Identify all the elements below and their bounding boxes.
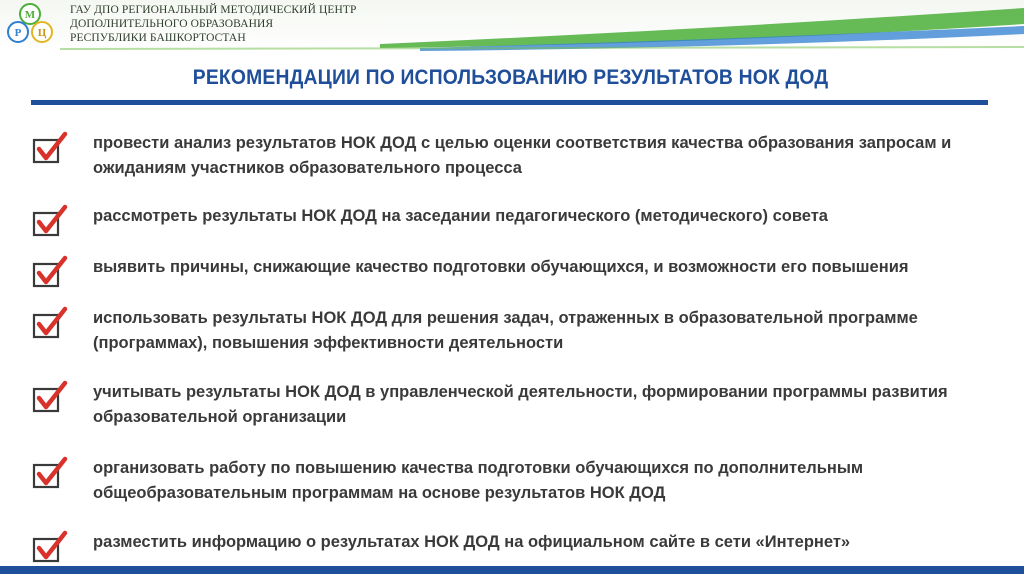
rmc-logo-icon	[4, 2, 56, 48]
page-title: РЕКОМЕНДАЦИИ ПО ИСПОЛЬЗОВАНИЮ РЕЗУЛЬТАТОВ НОК ДОД	[192, 66, 829, 89]
list-item-text: организовать работу по повышению качества подготовки обучающихся по дополнительным общеобразовательным программам на основе результатов НОК ДОД	[93, 459, 864, 502]
checkbox-checked-icon	[30, 456, 70, 490]
organization-name	[70, 3, 357, 45]
org-line-3: РЕСПУБЛИКИ БАШКОРТОСТАН	[70, 32, 246, 44]
list-item-text: разместить информацию о результатах НОК ДОД на официальном сайте в сети «Интернет»	[93, 533, 851, 551]
logo-letter-ts: Ц	[37, 27, 47, 39]
title-underline	[31, 100, 988, 105]
list-item-text: выявить причины, снижающие качество подготовки обучающихся, и возможности его повышения	[93, 258, 909, 276]
logo-letter-m: М	[24, 9, 36, 21]
org-line-2: ДОПОЛНИТЕЛЬНОГО ОБРАЗОВАНИЯ	[70, 18, 274, 30]
header-bar	[0, 0, 1024, 52]
checkbox-checked-icon	[30, 131, 70, 165]
checkbox-checked-icon	[30, 306, 70, 340]
checkbox-checked-icon	[30, 255, 70, 289]
logo-letter-r: Р	[14, 27, 22, 39]
list-item-text: рассмотреть результаты НОК ДОД на заседании педагогического (методического) совета	[93, 207, 828, 225]
checkbox-checked-icon	[30, 530, 70, 564]
org-line-1: ГАУ ДПО РЕГИОНАЛЬНЫЙ МЕТОДИЧЕСКИЙ ЦЕНТР	[70, 4, 357, 16]
list-item-text: провести анализ результатов НОК ДОД с целью оценки соответствия качества образования запросам и ожиданиям участников образовательного процесса	[93, 134, 952, 177]
list-item-text: учитывать результаты НОК ДОД в управленческой деятельности, формировании программы развития образовательной организации	[93, 383, 948, 426]
footer-rule	[0, 566, 1024, 574]
checkbox-checked-icon	[30, 204, 70, 238]
list-item-text: использовать результаты НОК ДОД для решения задач, отраженных в образовательной программе (программах), повышения эффективности деятельности	[93, 309, 918, 352]
checkbox-checked-icon	[30, 380, 70, 414]
